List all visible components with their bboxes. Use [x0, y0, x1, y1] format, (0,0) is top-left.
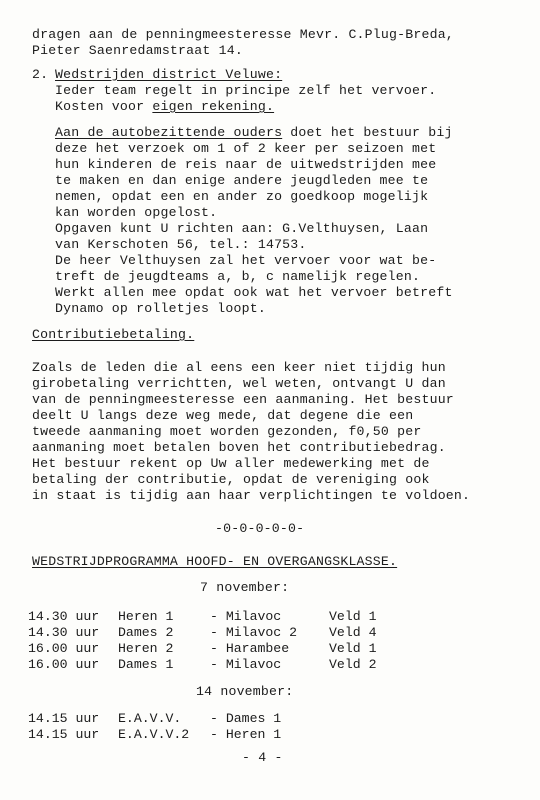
parents-paragraph-line: De heer Velthuysen zal het vervoer voor wat be-: [55, 253, 437, 268]
match-team: Dames 2: [118, 625, 174, 640]
match-time: 16.00 uur: [28, 657, 100, 672]
parents-paragraph-line: deze het verzoek om 1 of 2 keer per seizoen met: [55, 141, 437, 156]
match-opponent: - Harambee: [210, 641, 290, 656]
parents-paragraph-line: van Kerschoten 56, tel.: 14753.: [55, 237, 307, 252]
intro-line-2: Pieter Saenredamstraat 14.: [32, 43, 243, 58]
match-field: Veld 2: [329, 657, 377, 672]
parents-paragraph-line: treft de jeugdteams a, b, c namelijk regelen.: [55, 269, 421, 284]
page-number: - 4 -: [242, 750, 283, 765]
section-2-number: 2.: [32, 67, 49, 82]
parents-paragraph-line: hun kinderen de reis naar de uitwedstrijden mee: [55, 157, 437, 172]
contributie-line: deelt U langs deze weg mede, dat degene die een: [32, 408, 414, 423]
match-field: Veld 4: [329, 625, 377, 640]
contributie-line: betaling der contributie, opdat de vereniging ook: [32, 472, 430, 487]
section-2-line-2-prefix: Kosten voor: [55, 99, 153, 114]
contributie-heading: Contributiebetaling.: [32, 327, 195, 342]
programma-heading: WEDSTRIJDPROGRAMMA HOOFD- EN OVERGANGSKLASSE.: [32, 554, 398, 569]
section-2-line-2-emphasis: eigen rekening.: [152, 99, 275, 114]
match-time: 16.00 uur: [28, 641, 100, 656]
parents-paragraph-line: Werkt allen mee opdat ook wat het vervoer betreft: [55, 285, 453, 300]
contributie-line: tweede aanmaning moet worden gezonden, f0,50 per: [32, 424, 422, 439]
match-time: 14.30 uur: [28, 609, 100, 624]
match-time: 14.15 uur: [28, 727, 100, 742]
match-opponent: - Dames 1: [210, 711, 282, 726]
match-opponent: - Milavoc: [210, 657, 282, 672]
parents-paragraph-line: kan worden opgelost.: [55, 205, 218, 220]
match-opponent: - Milavoc: [210, 609, 282, 624]
parents-paragraph-line: te maken en dan enige andere jeugdleden mee te: [55, 173, 429, 188]
match-team: Heren 2: [118, 641, 174, 656]
section-2-heading: Wedstrijden district Veluwe:: [55, 67, 283, 82]
schedule-date-2: 14 november:: [196, 684, 294, 699]
parents-paragraph-line: Opgaven kunt U richten aan: G.Velthuysen, Laan: [55, 221, 429, 236]
contributie-line: Het bestuur rekent op Uw aller medewerking met de: [32, 456, 430, 471]
schedule-date-1: 7 november:: [200, 580, 290, 595]
section-2-line-2: [55, 99, 274, 115]
contributie-line: van de penningmeesteresse een aanmaning. Het bestuur: [32, 392, 454, 407]
match-field: Veld 1: [329, 609, 377, 624]
match-time: 14.15 uur: [28, 711, 100, 726]
contributie-line: in staat is tijdig aan haar verplichtingen te voldoen.: [32, 488, 471, 503]
match-opponent: - Milavoc 2: [210, 625, 298, 640]
match-time: 14.30 uur: [28, 625, 100, 640]
parents-paragraph-heading: Aan de autobezittende ouders: [55, 125, 283, 140]
match-field: Veld 1: [329, 641, 377, 656]
contributie-line: Zoals de leden die al eens een keer niet tijdig hun: [32, 360, 446, 375]
parents-paragraph-line-1-rest: doet het bestuur bij: [282, 125, 453, 140]
parents-paragraph-line: nemen, opdat een en ander zo goedkoop mogelijk: [55, 189, 429, 204]
section-2-line-1: Ieder team regelt in principe zelf het vervoer.: [55, 83, 437, 98]
contributie-line: aanmaning moet betalen boven het contributiebedrag.: [32, 440, 446, 455]
match-team: Dames 1: [118, 657, 174, 672]
intro-line-1: dragen aan de penningmeesteresse Mevr. C.Plug-Breda,: [32, 27, 454, 42]
parents-paragraph-line: Dynamo op rolletjes loopt.: [55, 301, 266, 316]
section-separator: -0-0-0-0-0-: [215, 521, 305, 536]
match-team: Heren 1: [118, 609, 174, 624]
parents-paragraph-line-1: [55, 125, 453, 141]
match-team: E.A.V.V.: [118, 711, 182, 726]
match-team: E.A.V.V.2: [118, 727, 190, 742]
match-opponent: - Heren 1: [210, 727, 282, 742]
contributie-line: girobetaling verrichtten, wel weten, ontvangt U dan: [32, 376, 446, 391]
